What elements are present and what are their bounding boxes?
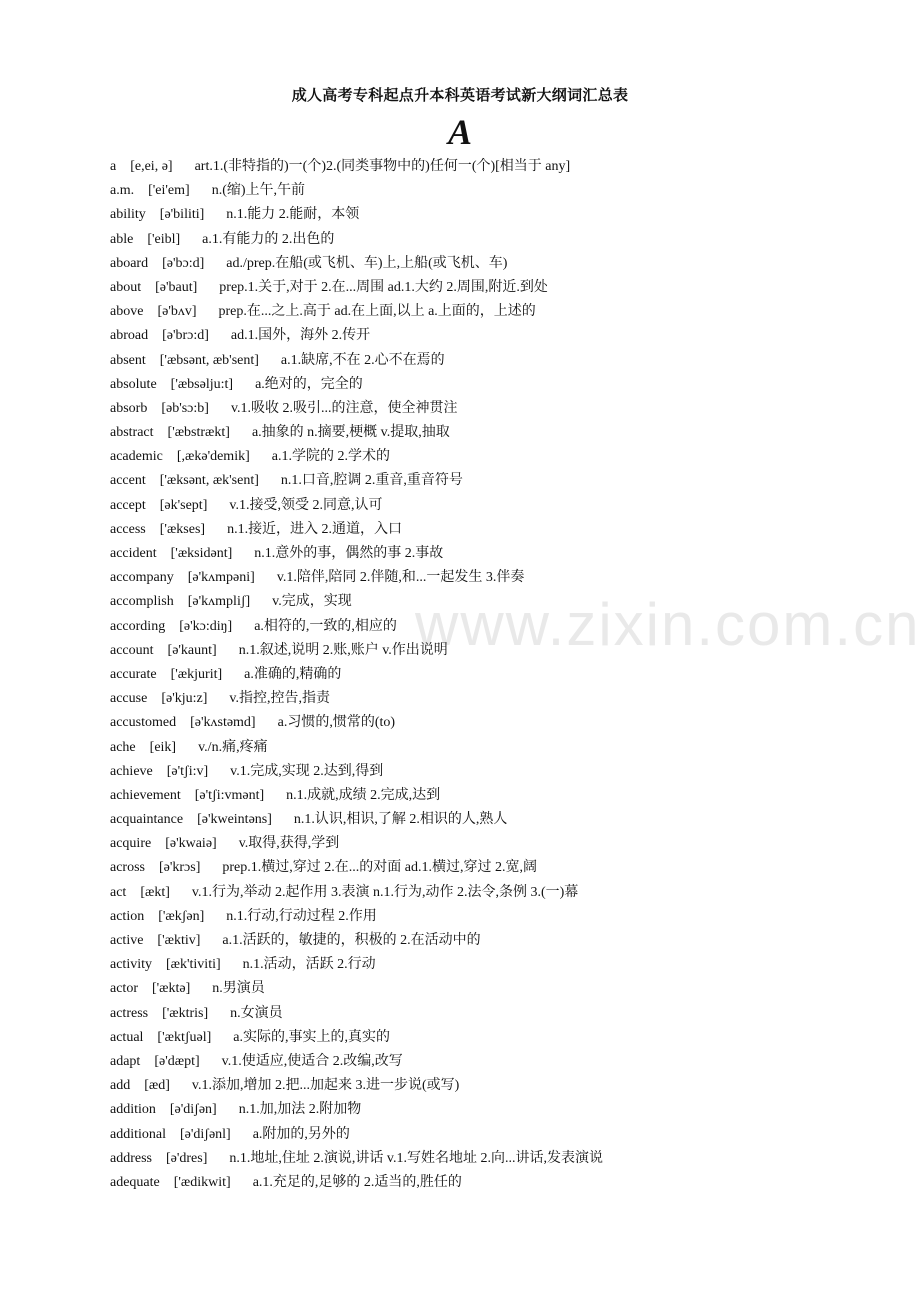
vocab-entry — [110, 566, 900, 590]
entry-phonetic: [æd] — [144, 1078, 170, 1094]
entry-definition: a.1.活跃的，敏捷的，积极的 2.在活动中的 — [222, 933, 481, 948]
entry-word: academic — [110, 449, 163, 465]
vocab-entry — [110, 542, 900, 566]
entry-definition: n.1.能力 2.能耐，本领 — [226, 207, 360, 223]
vocab-entry — [110, 977, 900, 1001]
entry-phonetic: [ə'kʌmpəni] — [187, 570, 255, 586]
document-title: 成人高考专科起点升本科英语考试新大纲词汇总表 — [291, 88, 629, 104]
entry-definition: ad.1.国外，海外 2.传开 — [230, 328, 371, 344]
entry-word: achievement — [110, 787, 181, 803]
vocab-entry — [110, 784, 900, 808]
vocab-entry — [110, 494, 900, 518]
entry-definition: n.1.加,加法 2.附加物 — [238, 1102, 362, 1118]
entry-definition: n.1.活动，活跃 2.行动 — [242, 957, 376, 973]
entry-phonetic: [ə'kju:z] — [161, 691, 208, 707]
vocab-entry — [110, 155, 900, 179]
vocab-entry — [110, 736, 900, 760]
vocab-entry — [110, 760, 900, 784]
entry-phonetic: ['æbstrækt] — [167, 425, 230, 441]
entry-word: acquire — [110, 836, 152, 852]
entry-word: a — [110, 159, 117, 174]
entry-phonetic: ['æktʃuəl] — [157, 1029, 212, 1045]
vocab-entry — [110, 349, 900, 373]
vocab-entry — [110, 397, 900, 421]
entry-phonetic: [e,ei, ə] — [130, 159, 173, 174]
entry-word: able — [110, 231, 134, 247]
entry-definition: v.1.完成,实现 2.达到,得到 — [230, 763, 384, 779]
entry-word: about — [110, 279, 142, 295]
entry-word: according — [110, 618, 166, 634]
entry-definition: a.1.有能力的 2.出色的 — [202, 231, 335, 247]
vocab-entry — [110, 832, 900, 856]
entry-word: active — [110, 933, 144, 948]
vocab-entry — [110, 421, 900, 445]
entry-word: abroad — [110, 328, 149, 344]
entry-word: across — [110, 860, 145, 876]
entry-word: accident — [110, 546, 157, 561]
entry-definition: v.取得,获得,学到 — [238, 836, 340, 852]
entry-definition: a.习惯的,惯常的(to) — [277, 715, 396, 731]
vocab-entry — [110, 1123, 900, 1147]
entry-word: aboard — [110, 255, 149, 271]
entry-word: access — [110, 521, 146, 537]
vocab-entry — [110, 953, 900, 977]
vocab-entry — [110, 1002, 900, 1026]
entry-phonetic: ['ækjurit] — [170, 666, 223, 682]
entry-word: account — [110, 642, 154, 658]
vocab-entry — [110, 1098, 900, 1122]
entry-definition: a.抽象的 n.摘要,梗概 v.提取,抽取 — [251, 425, 450, 441]
vocab-entry — [110, 856, 900, 880]
entry-phonetic: ['eibl] — [147, 231, 181, 247]
entry-phonetic: [ə'krɔs] — [159, 860, 201, 876]
entry-word: act — [110, 884, 127, 900]
entry-phonetic: ['ækses] — [159, 521, 206, 537]
entry-word: actress — [110, 1005, 149, 1021]
entry-definition: art.1.(非特指的)一(个)2.(同类事物中的)任何一(个)[相当于 any] — [194, 159, 571, 174]
entry-word: a.m. — [110, 183, 135, 199]
vocab-entry — [110, 881, 900, 905]
vocab-entry — [110, 929, 900, 953]
entry-definition: v.1.接受,领受 2.同意,认可 — [229, 497, 383, 513]
entry-phonetic: [ə'kʌmpliʃ] — [187, 594, 251, 610]
entry-definition: v.1.行为,举动 2.起作用 3.表演 n.1.行为,动作 2.法令,条例 3.(一)幕 — [191, 884, 579, 900]
entry-definition: ad./prep.在船(或飞机、车)上,上船(或飞机、车) — [226, 255, 508, 271]
entry-word: ability — [110, 207, 146, 223]
entry-phonetic: [ək'sept] — [159, 497, 208, 513]
vocab-entry — [110, 373, 900, 397]
entry-definition: n.1.成就,成绩 2.完成,达到 — [286, 787, 441, 803]
entry-definition: n.1.接近，进入 2.通道，入口 — [227, 521, 403, 537]
entry-definition: n.(缩)上午,午前 — [211, 183, 306, 199]
entry-definition: prep.在...之上.高于 ad.在上面,以上 a.上面的，上述的 — [218, 304, 536, 320]
entry-word: accent — [110, 473, 146, 489]
entry-phonetic: ['æksidənt] — [170, 546, 233, 561]
entry-word: absent — [110, 352, 146, 368]
entry-definition: prep.1.横过,穿过 2.在...的对面 ad.1.横过,穿过 2.宽,阔 — [222, 860, 537, 876]
vocab-entry — [110, 808, 900, 832]
entry-phonetic: [əb'sɔ:b] — [161, 400, 209, 416]
vocab-entry — [110, 228, 900, 252]
entry-phonetic: [eik] — [149, 739, 177, 755]
entry-definition: n.1.意外的事，偶然的事 2.事故 — [254, 546, 444, 561]
entry-definition: a.1.学院的 2.学术的 — [271, 449, 390, 465]
entry-phonetic: ['æbsənt, æb'sent] — [159, 352, 259, 368]
entry-phonetic: ['æbsəlju:t] — [170, 376, 234, 392]
entry-phonetic: [ækt] — [140, 884, 170, 900]
entry-word: abstract — [110, 425, 154, 441]
entry-phonetic: [ə'bʌv] — [157, 304, 197, 320]
vocab-entry — [110, 1050, 900, 1074]
entry-definition: a.绝对的，完全的 — [255, 376, 363, 392]
entry-word: accurate — [110, 666, 157, 682]
vocab-entry — [110, 1147, 900, 1171]
entry-phonetic: [ə'kaunt] — [167, 642, 217, 658]
entry-definition: v.完成，实现 — [272, 594, 352, 610]
entry-definition: n.1.行动,行动过程 2.作用 — [226, 908, 377, 924]
vocabulary-list — [110, 155, 900, 1195]
entry-definition: a.附加的,另外的 — [252, 1126, 350, 1142]
entry-word: accomplish — [110, 594, 174, 610]
vocab-entry — [110, 590, 900, 614]
entry-definition: v.1.陪伴,陪同 2.伴随,和...一起发生 3.伴奏 — [276, 570, 525, 586]
entry-phonetic: [ə'kʌstəmd] — [190, 715, 256, 731]
entry-phonetic: [ə'dres] — [166, 1150, 208, 1166]
vocab-entry — [110, 203, 900, 227]
entry-word: additional — [110, 1126, 166, 1142]
vocab-entry — [110, 445, 900, 469]
entry-definition: n.1.地址,住址 2.演说,讲话 v.1.写姓名地址 2.向...讲话,发表演说 — [229, 1150, 603, 1166]
entry-definition: a.准确的,精确的 — [244, 666, 342, 682]
entry-word: acquaintance — [110, 812, 184, 828]
entry-word: accustomed — [110, 715, 177, 731]
entry-definition: prep.1.关于,对于 2.在...周围 ad.1.大约 2.周围,附近.到处 — [219, 279, 548, 295]
entry-definition: a.1.充足的,足够的 2.适当的,胜任的 — [252, 1174, 462, 1190]
entry-phonetic: [ə'kwaiə] — [165, 836, 217, 852]
entry-phonetic: ['æksənt, æk'sent] — [159, 473, 259, 489]
entry-definition: n.男演员 — [212, 981, 265, 997]
entry-word: ache — [110, 739, 136, 755]
entry-phonetic: [ə'baut] — [155, 279, 198, 295]
entry-definition: v.1.吸收 2.吸引...的注意，使全神贯注 — [230, 400, 458, 416]
entry-definition: v.指控,控告,指责 — [229, 691, 330, 707]
vocab-entry — [110, 711, 900, 735]
vocab-entry — [110, 1171, 900, 1195]
entry-word: adapt — [110, 1053, 141, 1069]
entry-word: activity — [110, 957, 152, 973]
entry-phonetic: ['æktə] — [151, 981, 191, 997]
entry-phonetic: [ə'biliti] — [159, 207, 205, 223]
entry-definition: n.女演员 — [230, 1005, 283, 1021]
entry-phonetic: [ə'diʃən] — [169, 1102, 217, 1118]
entry-definition: v.1.添加,增加 2.把...加起来 3.进一步说(或写) — [191, 1078, 460, 1094]
vocab-entry — [110, 469, 900, 493]
vocab-entry — [110, 1074, 900, 1098]
entry-phonetic: ['ei'em] — [148, 183, 190, 199]
vocab-entry — [110, 1026, 900, 1050]
entry-word: add — [110, 1078, 131, 1094]
entry-word: absolute — [110, 376, 157, 392]
entry-phonetic: [ə'dæpt] — [154, 1053, 200, 1069]
vocab-entry — [110, 324, 900, 348]
entry-word: accompany — [110, 570, 174, 586]
entry-phonetic: [ə'kweintəns] — [197, 812, 272, 828]
vocab-entry — [110, 179, 900, 203]
entry-definition: v./n.痛,疼痛 — [198, 739, 268, 755]
entry-phonetic: [ə'kɔ:diŋ] — [179, 618, 233, 634]
entry-definition: n.1.口音,腔调 2.重音,重音符号 — [280, 473, 463, 489]
entry-phonetic: [æk'tiviti] — [166, 957, 221, 973]
vocab-entry — [110, 687, 900, 711]
watermark: www.zixin.com.cn — [415, 591, 920, 658]
entry-definition: a.实际的,事实上的,真实的 — [233, 1029, 390, 1045]
vocab-entry — [110, 639, 900, 663]
section-letter: A — [447, 112, 472, 152]
entry-word: adequate — [110, 1174, 160, 1190]
entry-phonetic: [ə'tʃi:vmənt] — [194, 787, 265, 803]
entry-word: accuse — [110, 691, 148, 707]
entry-word: actor — [110, 981, 138, 997]
vocab-entry — [110, 276, 900, 300]
vocab-entry — [110, 518, 900, 542]
entry-definition: v.1.使适应,使适合 2.改编,改写 — [221, 1053, 403, 1069]
entry-phonetic: ['æktiv] — [157, 933, 201, 948]
vocab-entry — [110, 663, 900, 687]
vocab-entry — [110, 905, 900, 929]
entry-word: address — [110, 1150, 152, 1166]
vocab-entry — [110, 300, 900, 324]
entry-definition: n.1.叙述,说明 2.账,账户 v.作出说明 — [238, 642, 448, 658]
entry-phonetic: [,ækə'demik] — [176, 449, 250, 465]
entry-definition: a.1.缺席,不在 2.心不在焉的 — [280, 352, 445, 368]
entry-word: addition — [110, 1102, 156, 1118]
entry-phonetic: [ə'tʃi:v] — [166, 763, 209, 779]
entry-phonetic: ['ækʃən] — [158, 908, 205, 924]
vocab-entry — [110, 615, 900, 639]
entry-phonetic: [ə'brɔ:d] — [162, 328, 209, 344]
entry-word: accept — [110, 497, 146, 513]
entry-phonetic: ['æktris] — [162, 1005, 209, 1021]
entry-word: absorb — [110, 400, 148, 416]
entry-phonetic: [ə'bɔ:d] — [162, 255, 205, 271]
entry-definition: n.1.认识,相识,了解 2.相识的人,熟人 — [293, 812, 508, 828]
entry-phonetic: [ə'diʃənl] — [180, 1126, 231, 1142]
entry-definition: a.相符的,一致的,相应的 — [254, 618, 397, 634]
entry-word: action — [110, 908, 145, 924]
entry-phonetic: ['ædikwit] — [173, 1174, 231, 1190]
entry-word: actual — [110, 1029, 144, 1045]
entry-word: above — [110, 304, 144, 320]
entry-word: achieve — [110, 763, 153, 779]
vocab-entry — [110, 252, 900, 276]
